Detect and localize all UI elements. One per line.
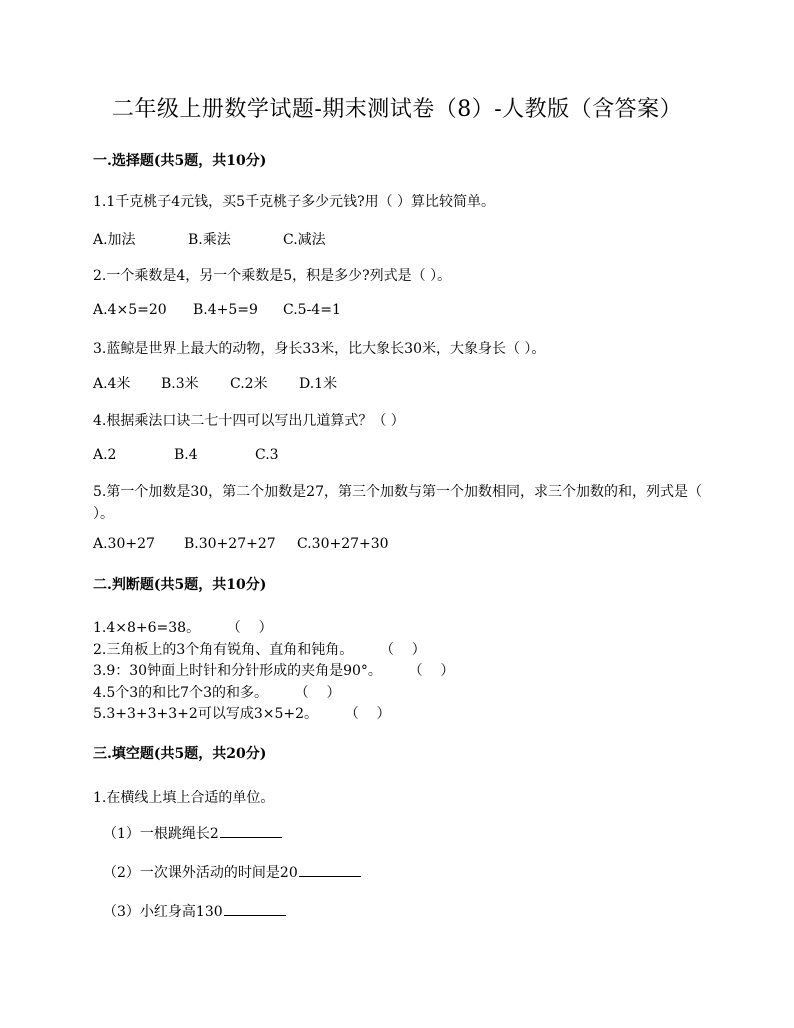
option-d: D.1米 xyxy=(299,376,338,392)
option-b: B.3米 xyxy=(161,376,199,392)
option-c: C.5-4=1 xyxy=(283,302,341,318)
answer-blank[interactable] xyxy=(220,823,282,838)
judgment-item-4: 4.5个3的和比7个3的和多。 （ ） xyxy=(93,685,341,701)
section-heading-fill: 三.填空题(共5题，共20分) xyxy=(93,746,267,762)
option-a: A.4×5=20 xyxy=(93,302,167,318)
judgment-item-2: 2.三角板上的3个角有锐角、直角和钝角。 （ ） xyxy=(93,642,426,658)
answer-blank[interactable] xyxy=(299,862,361,877)
option-b: B.4 xyxy=(174,447,198,463)
question-5-stem: 5.第一个加数是30，第二个加数是27，第三个加数与第一个加数相同，求三个加数的和，列式是（ ）。 xyxy=(93,484,702,522)
option-b: B.4+5=9 xyxy=(193,302,258,318)
question-1-options xyxy=(93,229,326,249)
fill-sub-1 xyxy=(103,823,282,843)
question-5-options xyxy=(93,536,389,552)
option-a: A.4米 xyxy=(93,376,131,392)
judgment-item-5: 5.3+3+3+3+2可以写成3×5+2。 （ ） xyxy=(93,706,391,722)
fill-sub-3 xyxy=(103,901,286,921)
option-b: B.乘法 xyxy=(188,232,231,248)
option-b: B.30+27+27 xyxy=(184,536,276,552)
question-4-stem: 4.根据乘法口诀二七十四可以写出几道算式？（ ） xyxy=(93,413,405,429)
option-c: C.3 xyxy=(255,447,279,463)
section-heading-judgment: 二.判断题(共5题，共10分) xyxy=(93,577,267,593)
question-2-stem: 2.一个乘数是4，另一个乘数是5，积是多少?列式是（ ）。 xyxy=(93,268,452,284)
option-a: A.30+27 xyxy=(93,536,155,552)
question-3-options xyxy=(93,373,337,393)
fill-sub-1-text: （1）一根跳绳长2 xyxy=(103,826,219,842)
answer-blank[interactable] xyxy=(224,901,286,916)
option-c: C.减法 xyxy=(283,232,326,248)
question-1-stem: 1.1千克桃子4元钱，买5千克桃子多少元钱?用（ ）算比较简单。 xyxy=(93,194,496,210)
option-a: A.加法 xyxy=(93,232,136,248)
option-c: C.2米 xyxy=(230,376,268,392)
fill-question-1-stem: 1.在横线上填上合适的单位。 xyxy=(93,790,275,806)
option-c: C.30+27+30 xyxy=(297,536,389,552)
fill-sub-3-text: （3）小红身高130 xyxy=(103,904,223,920)
judgment-item-3: 3.9：30钟面上时针和分针形成的夹角是90°。 （ ） xyxy=(93,663,455,679)
question-3-stem: 3.蓝鲸是世界上最大的动物，身长33米，比大象长30米，大象身长（ ）。 xyxy=(93,341,546,357)
option-a: A.2 xyxy=(93,447,117,463)
fill-sub-2-text: （2）一次课外活动的时间是20 xyxy=(103,865,298,881)
judgment-item-1: 1.4×8+6=38。 （ ） xyxy=(93,620,273,636)
question-2-options xyxy=(93,302,341,318)
fill-sub-2 xyxy=(103,862,361,882)
section-heading-choice: 一.选择题(共5题，共10分) xyxy=(93,153,267,169)
page-title: 二年级上册数学试题-期末测试卷（8）-人教版（含答案） xyxy=(111,97,683,122)
question-4-options xyxy=(93,447,279,463)
